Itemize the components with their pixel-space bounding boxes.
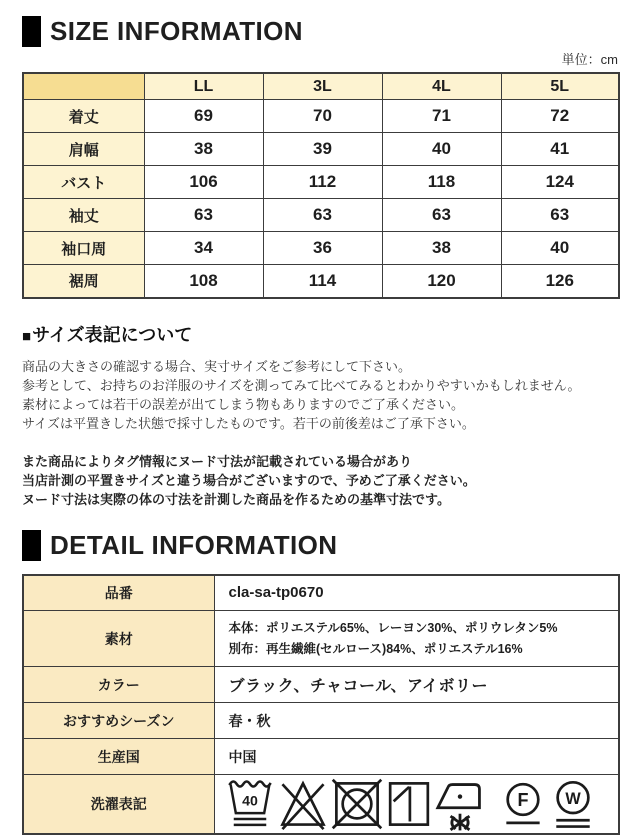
row-label: おすすめシーズン xyxy=(23,703,214,739)
note-line: サイズは平置きした状態で採寸したものです。若干の前後差はご了承下さい。 xyxy=(22,414,618,433)
size-notes-paragraph-2 xyxy=(22,452,618,509)
row-label: 生産国 xyxy=(23,739,214,775)
material-line-2: 別布：再生繊維(セルロース)84%、ポリエステル16% xyxy=(229,639,619,660)
color-value: ブラック、チャコール、アイボリー xyxy=(214,667,619,703)
material-line-1: 本体：ポリエステル65%、レーヨン30%、ポリウレタン5% xyxy=(229,618,619,639)
cell: 118 xyxy=(382,166,501,199)
cell: 126 xyxy=(501,265,619,298)
cell: 40 xyxy=(501,232,619,265)
note-line: ヌード寸法は実際の体の寸法を計測した商品を作るための基準寸法です。 xyxy=(22,490,618,509)
table-row-item-number xyxy=(23,575,619,611)
do-not-tumble-dry-icon xyxy=(331,777,383,831)
wet-clean-very-gentle-icon xyxy=(552,776,594,832)
cell: 71 xyxy=(382,100,501,133)
line-dry-in-shade-icon xyxy=(386,778,432,830)
note-line: また商品によりタグ情報にヌード寸法が記載されている場合があり xyxy=(22,452,618,471)
svg-text:W: W xyxy=(565,790,581,808)
cell: 112 xyxy=(263,166,382,199)
table-row xyxy=(23,100,619,133)
black-square-icon xyxy=(22,530,41,561)
cell: 63 xyxy=(144,199,263,232)
table-row-care xyxy=(23,775,619,835)
season-value: 春・秋 xyxy=(214,703,619,739)
detail-section-title: DETAIL INFORMATION xyxy=(50,530,337,561)
country-value: 中国 xyxy=(214,739,619,775)
row-label: 着丈 xyxy=(23,100,144,133)
cell: 114 xyxy=(263,265,382,298)
cell: 36 xyxy=(263,232,382,265)
table-row-color xyxy=(23,667,619,703)
size-notes-heading xyxy=(22,321,618,347)
cell: 34 xyxy=(144,232,263,265)
detail-table xyxy=(22,574,620,835)
cell: 63 xyxy=(382,199,501,232)
size-notes-heading-text: サイズ表記について xyxy=(32,325,192,345)
unit-note: 単位：cm xyxy=(22,49,618,68)
care-icons-row xyxy=(225,775,619,833)
svg-text:F: F xyxy=(517,790,528,810)
note-line: 参考として、お持ちのお洋服のサイズを測ってみて比べてみるとわかりやすいかもしれません。 xyxy=(22,376,618,395)
row-label: 裾周 xyxy=(23,265,144,298)
row-label: 袖口周 xyxy=(23,232,144,265)
note-line: 素材によっては若干の誤差が出てしまう物もありますのでご了承ください。 xyxy=(22,395,618,414)
iron-no-steam-icon xyxy=(435,775,485,833)
table-row-country xyxy=(23,739,619,775)
cell: 72 xyxy=(501,100,619,133)
note-line: 商品の大きさの確認する場合、実寸サイズをご参考にして下さい。 xyxy=(22,357,618,376)
table-row xyxy=(23,232,619,265)
cell: 108 xyxy=(144,265,263,298)
svg-text:40: 40 xyxy=(242,794,258,810)
size-table-header-row xyxy=(23,73,619,100)
table-row-material xyxy=(23,611,619,667)
row-label: カラー xyxy=(23,667,214,703)
do-not-bleach-icon xyxy=(278,777,328,831)
table-row xyxy=(23,133,619,166)
black-square-icon xyxy=(22,16,41,47)
cell: 63 xyxy=(501,199,619,232)
wash-40-very-gentle-icon xyxy=(225,776,275,832)
table-row xyxy=(23,199,619,232)
square-bullet-icon: ■ xyxy=(22,328,31,345)
detail-section-header xyxy=(22,529,618,562)
size-column-3l: 3L xyxy=(263,73,382,100)
size-section-title: SIZE INFORMATION xyxy=(50,16,303,47)
note-line: 当店計測の平置きサイズと違う場合がございますので、予めご了承ください。 xyxy=(22,471,618,490)
size-notes-paragraph-1 xyxy=(22,357,618,433)
cell: 41 xyxy=(501,133,619,166)
size-table xyxy=(22,72,620,299)
cell: 38 xyxy=(144,133,263,166)
table-row-season xyxy=(23,703,619,739)
cell: 39 xyxy=(263,133,382,166)
cell: 120 xyxy=(382,265,501,298)
dry-clean-F-gentle-icon xyxy=(502,777,544,831)
row-label: 肩幅 xyxy=(23,133,144,166)
cell: 69 xyxy=(144,100,263,133)
row-label: 袖丈 xyxy=(23,199,144,232)
table-row xyxy=(23,265,619,298)
cell: 38 xyxy=(382,232,501,265)
size-section-header xyxy=(22,15,618,48)
cell: 63 xyxy=(263,199,382,232)
cell: 106 xyxy=(144,166,263,199)
size-column-ll: LL xyxy=(144,73,263,100)
row-label: 素材 xyxy=(23,611,214,667)
table-row xyxy=(23,166,619,199)
care-symbols xyxy=(214,775,619,835)
size-table-corner-cell xyxy=(23,73,144,100)
row-label: 品番 xyxy=(23,575,214,611)
material-value xyxy=(214,611,619,667)
size-column-4l: 4L xyxy=(382,73,501,100)
cell: 70 xyxy=(263,100,382,133)
row-label: 洗濯表記 xyxy=(23,775,214,835)
size-column-5l: 5L xyxy=(501,73,619,100)
item-number-value: cla-sa-tp0670 xyxy=(214,575,619,611)
cell: 40 xyxy=(382,133,501,166)
cell: 124 xyxy=(501,166,619,199)
row-label: バスト xyxy=(23,166,144,199)
